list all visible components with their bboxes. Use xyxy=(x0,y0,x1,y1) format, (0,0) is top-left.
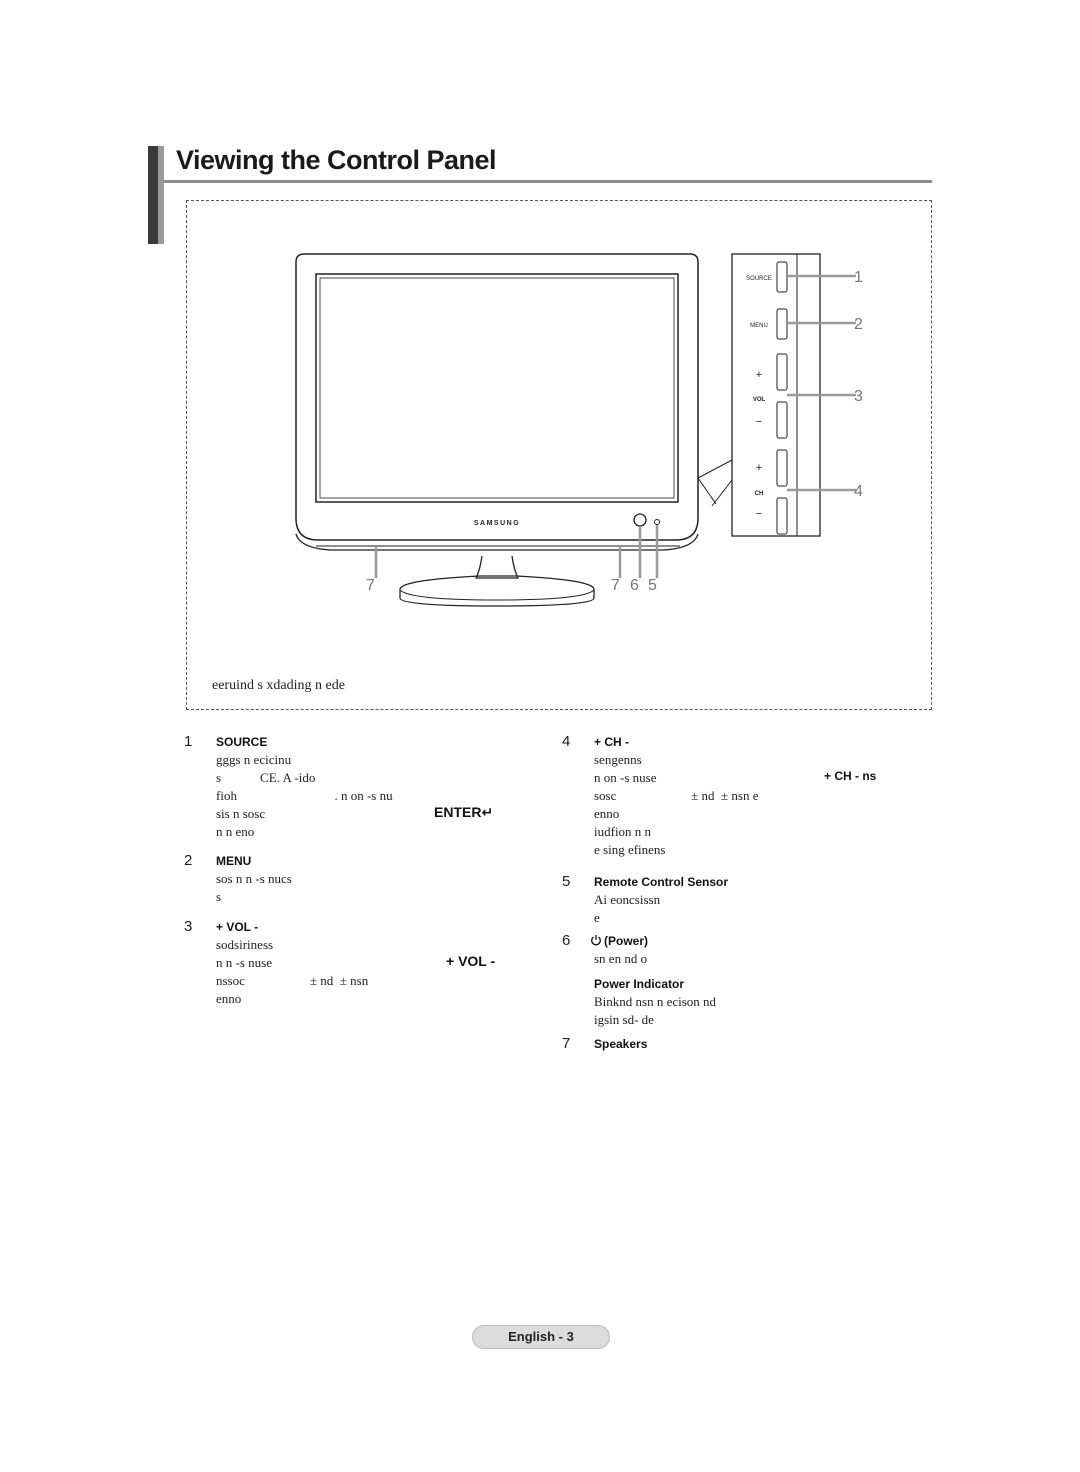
callout-1: 1 xyxy=(854,269,863,286)
callout-3: 3 xyxy=(854,388,863,405)
item-label: MENU xyxy=(216,854,252,868)
item-description: sos n n -s nucs s xyxy=(216,871,292,904)
callout-2: 2 xyxy=(854,316,863,333)
panel-label-vol: VOL xyxy=(752,397,766,403)
item-description: sodsiriness n n -s nuse nssoc ± nd ± nsn enno xyxy=(216,937,369,1006)
source-button xyxy=(777,262,787,292)
ch-inline-label: + CH - ns xyxy=(824,769,877,783)
vol-inline-label: + VOL - xyxy=(446,953,496,969)
page-number-badge: English - 3 xyxy=(472,1325,610,1349)
item-number: 3 xyxy=(184,918,193,935)
callout-7-left: 7 xyxy=(366,577,375,594)
item-description: gggs n ecicinu s CE. A -ido fioh . n on -s nu sis n sosc n n eno xyxy=(216,752,393,839)
panel-label-menu: MENU xyxy=(750,323,768,329)
item-description: Ai eoncsissn e xyxy=(594,892,661,925)
item-label: (Power) xyxy=(604,934,649,948)
item-description: Binknd nsn n ecison nd igsin sd- de xyxy=(594,994,717,1027)
item-number: 2 xyxy=(184,852,193,869)
panel-label-ch-minus: − xyxy=(755,508,763,520)
panel-label-ch-plus: + xyxy=(755,462,763,474)
item-label: Remote Control Sensor xyxy=(594,875,729,889)
item-number: 6 xyxy=(562,932,571,949)
panel-label-source: SOURCE xyxy=(746,276,772,282)
power-button xyxy=(634,514,646,526)
monitor-bezel xyxy=(296,254,698,540)
brand-logo: SAMSUNG xyxy=(473,520,521,527)
callout-7-right: 7 xyxy=(611,577,620,594)
item-number: 7 xyxy=(562,1035,571,1052)
callout-6: 6 xyxy=(630,577,639,594)
panel-label-vol-plus: + xyxy=(755,369,763,381)
tv-control-panel-diagram xyxy=(0,0,1080,720)
callout-4: 4 xyxy=(854,483,863,500)
item-description: sengenns n on -s nuse sosc ± nd ± nsn e enno iudfion n n e sing efinens xyxy=(594,752,759,857)
item-label: + VOL - xyxy=(216,920,259,934)
callout-5: 5 xyxy=(648,577,657,594)
page-title: Viewing the Control Panel xyxy=(176,145,497,175)
item-number: 1 xyxy=(184,733,193,750)
menu-button xyxy=(777,309,787,339)
power-indicator-led xyxy=(655,520,660,525)
item-number: 4 xyxy=(562,733,571,750)
panel-label-ch: CH xyxy=(754,491,764,497)
enter-label: ENTER↵ xyxy=(434,804,494,820)
item-label: Speakers xyxy=(594,1037,648,1051)
panel-label-vol-minus: − xyxy=(755,416,763,428)
ch-down-button xyxy=(777,498,787,534)
item-description: sn en nd o xyxy=(594,951,648,966)
item-label: Power Indicator xyxy=(594,977,685,991)
power-icon xyxy=(590,934,602,946)
item-number: 5 xyxy=(562,873,571,890)
vol-up-button xyxy=(777,354,787,390)
item-label: SOURCE xyxy=(216,735,268,749)
vol-down-button xyxy=(777,402,787,438)
ch-up-button xyxy=(777,450,787,486)
monitor-screen xyxy=(316,274,678,502)
item-label: + CH - xyxy=(594,735,630,749)
figure-caption: eeruind s xdading n ede xyxy=(212,678,345,693)
